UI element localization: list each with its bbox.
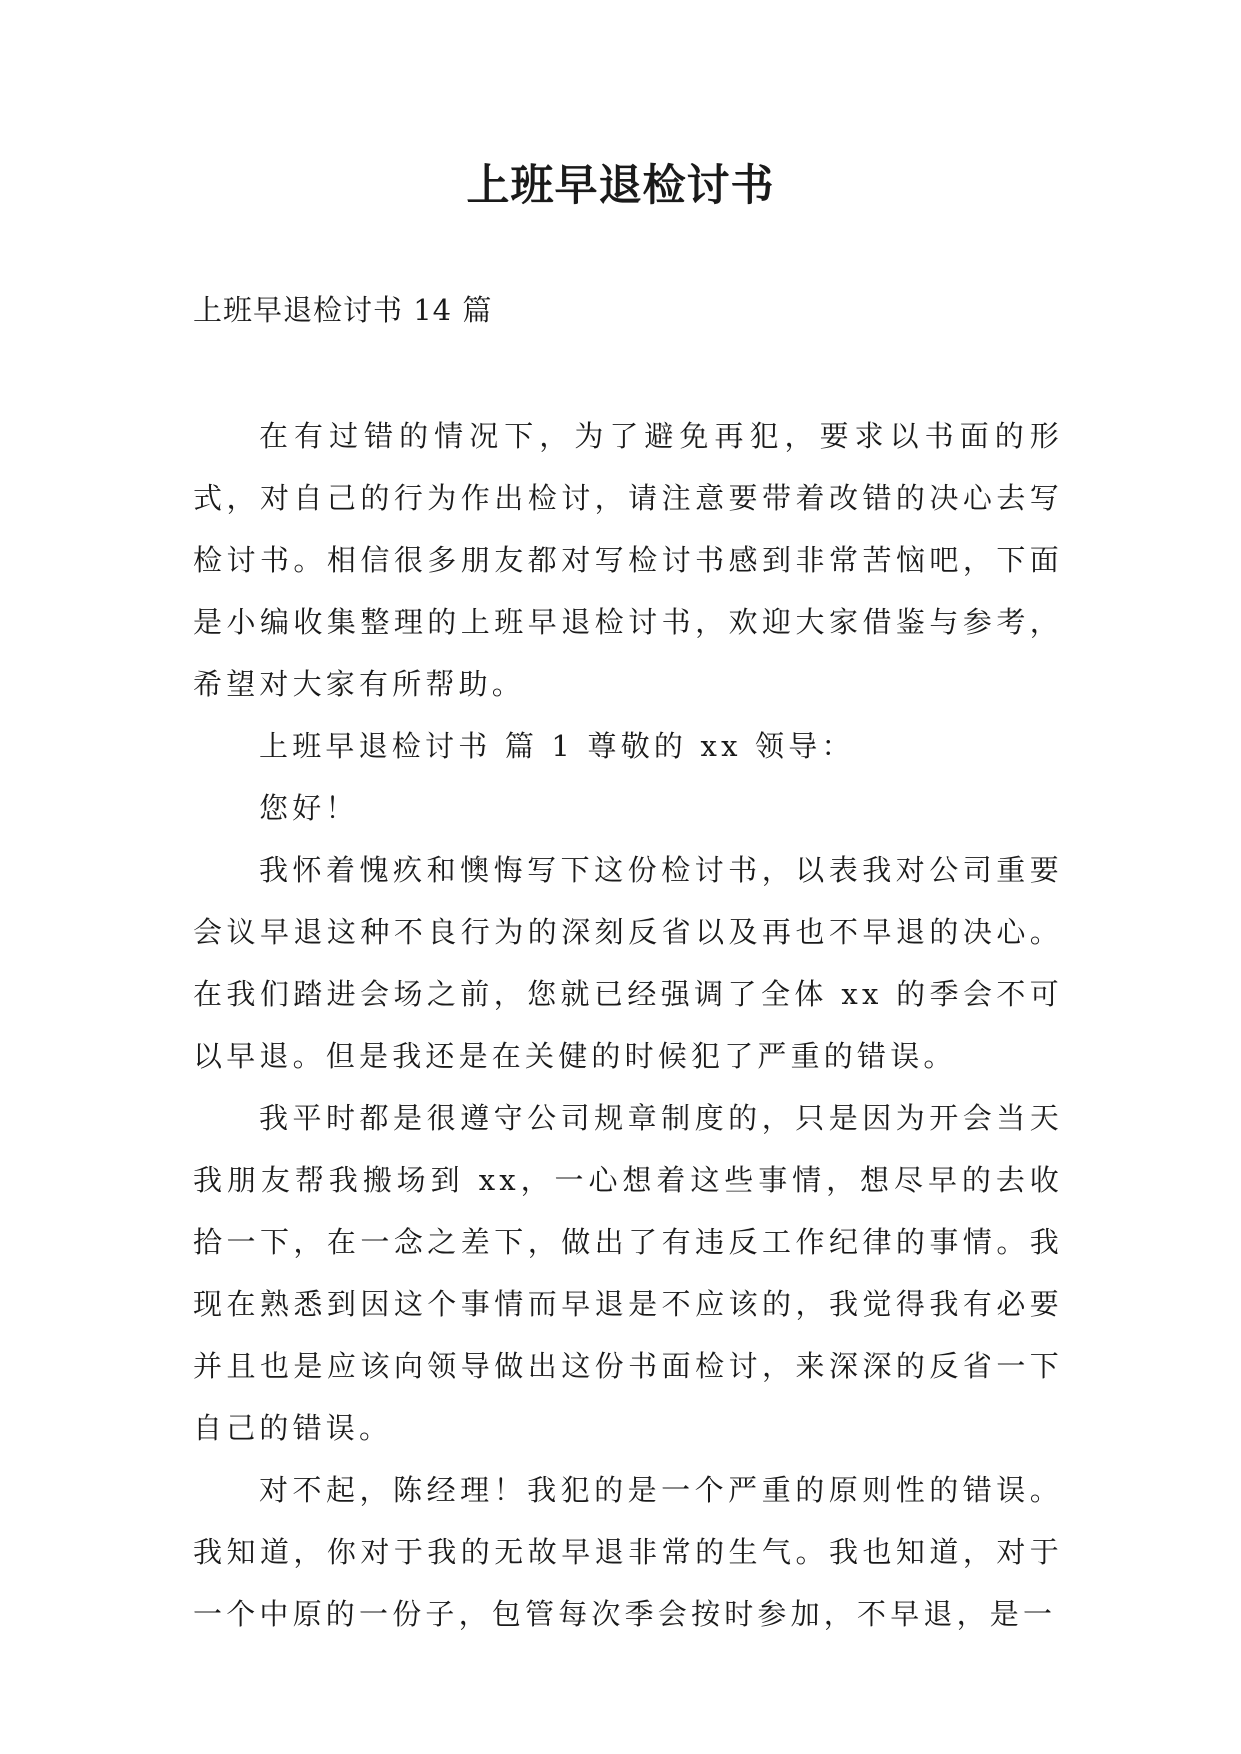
body-paragraph: 我怀着愧疚和懊悔写下这份检讨书，以表我对公司重要会议早退这种不良行为的深刻反省以及再也不早退的决心。在我们踏进会场之前，您就已经强调了全体 xx 的季会不可以早退。但是我还是在关健的时候犯了严重的错误。 bbox=[193, 853, 1063, 1073]
document-subtitle: 上班早退检讨书 14 篇 bbox=[193, 293, 493, 327]
section-heading: 上班早退检讨书 篇 1 尊敬的 xx 领导： bbox=[259, 729, 855, 763]
body-paragraph: 我平时都是很遵守公司规章制度的，只是因为开会当天我朋友帮我搬场到 xx，一心想着这些事情，想尽早的去收拾一下，在一念之差下，做出了有违反工作纪律的事情。我现在熟悉到因这个事情而早退是不应该的，我觉得我有必要并且也是应该向领导做出这份书面检讨，来深深的反省一下自己的错误。 bbox=[193, 1101, 1063, 1445]
greeting-paragraph: 您好！ bbox=[259, 791, 359, 825]
intro-paragraph: 在有过错的情况下，为了避免再犯，要求以书面的形式，对自己的行为作出检讨，请注意要带着改错的决心去写检讨书。相信很多朋友都对写检讨书感到非常苦恼吧，下面是小编收集整理的上班早退检讨书，欢迎大家借鉴与参考，希望对大家有所帮助。 bbox=[193, 419, 1063, 701]
document-title: 上班早退检讨书 bbox=[466, 161, 775, 211]
document-body bbox=[193, 405, 1063, 1645]
body-paragraph: 对不起，陈经理！我犯的是一个严重的原则性的错误。我知道，你对于我的无故早退非常的生气。我也知道，对于一个中原的一份子，包管每次季会按时参加，不早退，是一 bbox=[193, 1473, 1063, 1631]
